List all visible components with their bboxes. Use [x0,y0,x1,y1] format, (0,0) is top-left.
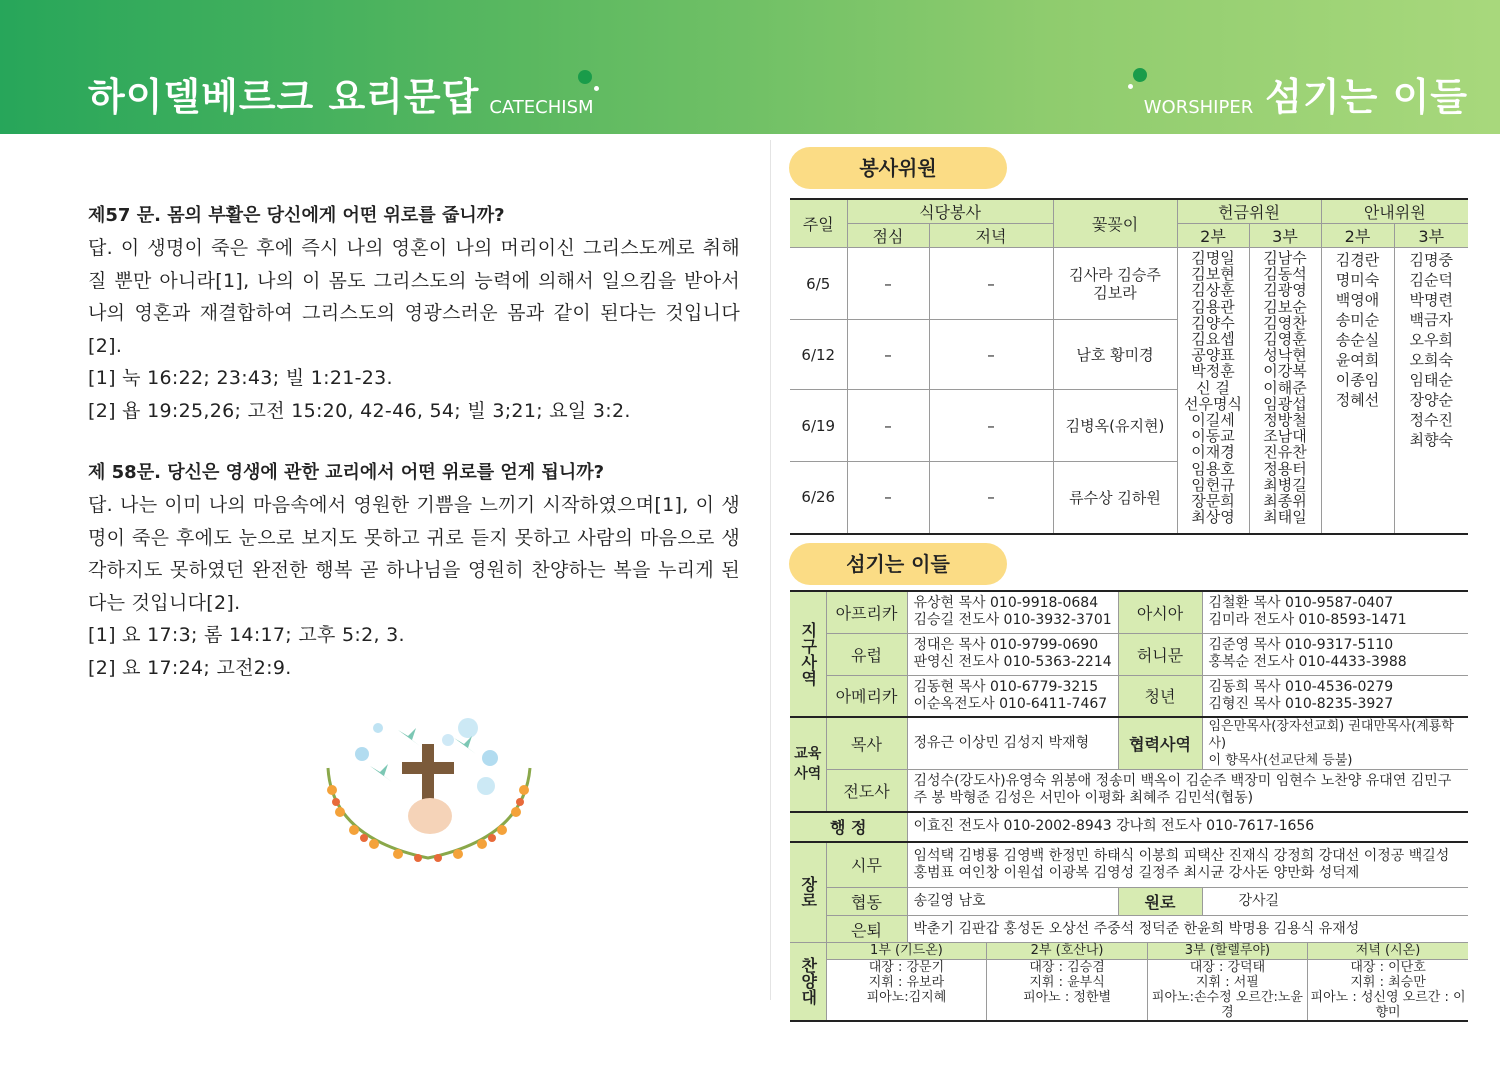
list-item: 선우명식 [1184,394,1242,413]
list-item: 신 걸 [1196,378,1230,397]
elders-assoc-label: 협동 [826,888,907,916]
list-item: 김명일 [1191,249,1235,267]
choir-grid [826,943,1468,1021]
elders-label: 장로 [790,842,826,943]
list-item: 장양순 [1409,391,1453,409]
evang-label: 전도사 [826,770,907,812]
edu-pastor-label: 목사 [826,717,907,770]
choir-group-name: 저녁 (시온) [1308,943,1468,959]
header-meal: 식당봉사 [847,199,1053,224]
row-lunch: – [847,248,929,320]
honeymoon-label: 허니문 [1118,633,1202,675]
africa-contacts: 유상현 목사 010-9918-0684 김승길 전도사 010-3932-3701 [907,591,1118,633]
honeymoon-contacts: 김준영 목사 010-9317-5110 홍복순 전도사 010-4433-3988 [1202,633,1468,675]
column-divider [770,140,771,1000]
question-57: 제57 문. 몸의 부활은 당신에게 어떤 위로를 줍니까? [88,205,505,226]
america-label: 아메리카 [826,675,907,717]
list-item: 김명중 [1409,251,1453,269]
list-item: 최향숙 [1409,431,1453,449]
admin-names: 이효진 전도사 010-2002-8943 강나희 전도사 010-7617-1656 [907,812,1468,842]
america-contacts: 김동현 목사 010-6779-3215 이순옥전도사 010-6411-7467 [907,675,1118,717]
worshipers-table [790,590,1468,1022]
list-item: 김경란 [1335,251,1380,269]
evang-names: 김성수(강도사)유영숙 위봉애 정송미 백옥이 김순주 백장미 임현수 노찬양 유대연 김민구 주 봉 박형준 김성은 서민아 이평화 최혜주 김민석(협동) [907,770,1468,812]
list-item: 송미순 [1335,311,1380,329]
list-item: 이길세 [1191,411,1235,430]
worshiper-subtitle: WORSHIPER [1143,97,1254,118]
list-item: 김동석 [1263,265,1307,284]
europe-label: 유럽 [826,633,907,675]
list-item: 이재경 [1191,443,1235,462]
row-flower: 김사라 김승주 김보라 [1053,248,1177,320]
list-item: 백영애 [1335,291,1380,309]
choir-group-members: 대장 : 이단호 지휘 : 최승만 피아노 : 성신영 오르간 : 이향미 [1308,959,1468,1020]
guide-2-list [1321,248,1394,534]
row-flower: 남호 황미경 [1053,320,1177,390]
youth-contacts: 김동희 목사 010-4536-0279 김형진 목사 010-8235-3927 [1202,675,1468,717]
list-item: 송순실 [1335,331,1380,349]
list-item: 김요셉 [1191,330,1235,349]
list-item: 김남수 [1263,249,1307,267]
list-item: 오우희 [1409,331,1453,349]
row-lunch: – [847,462,929,534]
service-heading: 봉사위원 [789,147,1007,189]
elders-retired-names: 박춘기 김판갑 홍성돈 오상선 주중석 정덕준 한윤희 박명용 김용식 유재성 [907,916,1468,943]
choir-group-name: 1부 (기드온) [827,943,987,959]
worshipers-heading: 섬기는 이들 [789,543,1007,585]
cross-hands-illustration [318,708,544,868]
coop-label: 협력사역 [1118,717,1202,770]
header-offering: 헌금위원 [1177,199,1321,224]
choir-group-name: 3부 (할렐루야) [1147,943,1307,959]
asia-label: 아시아 [1118,591,1202,633]
list-item: 박명련 [1409,291,1453,309]
answer-57: 답. 이 생명이 죽은 후에 즉시 나의 영혼이 나의 머리이신 그리스도께로 취해질 뿐만 아니라[1], 나의 이 몸도 그리스도의 능력에 의해서 일으킴을 받아서 나의 영혼과 재결합하여 그리스도의 영광스러운 몸과 같이 된다는 것입니다[2]. [88,237,740,357]
regional-label: 지구사역 [790,591,826,717]
list-item: 조남대 [1263,427,1307,446]
header-dinner: 저녁 [929,224,1053,248]
list-item: 진유찬 [1263,443,1307,462]
ref-58-1: [1] 요 17:3; 롬 14:17; 고후 5:2, 3. [88,624,405,646]
list-item: 정혜선 [1335,391,1380,409]
list-item: 장문희 [1191,492,1235,511]
list-item: 김용관 [1191,297,1235,316]
list-item: 정방철 [1263,411,1307,430]
offering-2-list [1177,248,1249,534]
row-date: 6/19 [790,390,847,462]
row-date: 6/12 [790,320,847,390]
page-header [0,0,1500,134]
row-lunch: – [847,320,929,390]
list-item: 공양표 [1191,346,1235,365]
choir-group-members: 대장 : 김승겸 지휘 : 윤부식 피아노 : 정한별 [987,959,1147,1020]
choir-group-name: 2부 (호산나) [987,943,1147,959]
decor-dot-small-icon [594,86,599,91]
list-item: 이동교 [1191,427,1235,446]
list-item: 정수진 [1409,411,1453,429]
row-dinner: – [929,390,1053,462]
list-item: 최태일 [1263,508,1307,527]
row-date: 6/26 [790,462,847,534]
list-item: 김보순 [1263,297,1307,316]
offering-3-list [1249,248,1321,534]
catechism-subtitle: CATECHISM [489,97,594,118]
list-item: 임용호 [1191,459,1235,478]
list-item: 김순덕 [1409,271,1453,289]
list-item: 임광섭 [1263,394,1307,413]
edu-pastor-names: 정유근 이상민 김성지 박재형 [907,717,1118,770]
list-item: 정용터 [1263,459,1307,478]
ref-58-2: [2] 요 17:24; 고전2:9. [88,656,292,679]
list-item: 최종위 [1263,492,1307,511]
list-item: 성낙현 [1263,346,1307,365]
choir-label: 찬양대 [790,943,826,1021]
table-row [790,248,1468,320]
ref-57-1: [1] 눅 16:22; 23:43; 빌 1:21-23. [88,367,393,389]
header-sunday: 주일 [790,199,847,248]
decor-dot-icon [578,70,592,84]
row-date: 6/5 [790,248,847,320]
list-item: 이종임 [1335,371,1380,389]
list-item: 최병길 [1263,475,1307,494]
list-item: 윤여희 [1335,351,1380,369]
row-flower: 김병옥(유지현) [1053,390,1177,462]
header-guide: 안내위원 [1321,199,1468,224]
africa-label: 아프리카 [826,591,907,633]
decor-dot-small-icon [1128,84,1133,89]
list-item: 김영훈 [1263,330,1307,349]
education-label: 교육사역 [790,717,826,812]
list-item: 김영찬 [1263,313,1307,332]
row-dinner: – [929,462,1053,534]
row-flower: 류수상 김하원 [1053,462,1177,534]
elders-active-label: 시무 [826,842,907,888]
list-item: 백금자 [1409,311,1453,329]
youth-label: 청년 [1118,675,1202,717]
catechism-section [88,200,740,684]
list-item: 최상영 [1191,508,1235,527]
choir-group-members: 대장 : 강덕태 지휘 : 서필 피아노:손수정 오르간:노윤경 [1147,959,1307,1020]
list-item: 김광영 [1263,281,1307,300]
header-guide-2: 2부 [1321,224,1394,248]
ref-57-2: [2] 욥 19:25,26; 고전 15:20, 42-46, 54; 빌 3;21; 요일 3:2. [88,399,631,422]
header-offering-2: 2부 [1177,224,1249,248]
elders-retired-label: 은퇴 [826,916,907,943]
europe-contacts: 정대은 목사 010-9799-0690 판영신 전도사 010-5363-2214 [907,633,1118,675]
header-guide-3: 3부 [1394,224,1468,248]
question-58: 제 58문. 당신은 영생에 관한 교리에서 어떤 위로를 얻게 됩니까? [88,462,605,483]
list-item: 김양수 [1191,313,1235,332]
header-flower: 꽃꽂이 [1053,199,1177,248]
admin-label: 행 정 [790,812,907,842]
asia-contacts: 김철환 목사 010-9587-0407 김미라 전도사 010-8593-1471 [1202,591,1468,633]
header-lunch: 점심 [847,224,929,248]
row-dinner: – [929,248,1053,320]
header-offering-3: 3부 [1249,224,1321,248]
list-item: 임태순 [1409,371,1453,389]
elders-emeritus-label: 원로 [1118,888,1202,916]
elders-assoc-names: 송길영 남호 [907,888,1118,916]
list-item: 박정훈 [1191,362,1235,381]
list-item: 이강복 [1263,362,1307,381]
guide-3-list [1394,248,1468,534]
list-item: 임헌규 [1191,475,1235,494]
row-dinner: – [929,320,1053,390]
list-item: 김상훈 [1191,281,1235,300]
worshiper-title-text: 섬기는 이들 [1265,75,1468,119]
catechism-title-text: 하이델베르크 요리문답 [88,75,480,119]
worshiper-title [1144,66,1468,121]
list-item: 오희숙 [1409,351,1453,369]
list-item: 김보현 [1191,265,1235,284]
elders-emeritus-names: 강사길 [1202,888,1468,916]
answer-58: 답. 나는 이미 나의 마음속에서 영원한 기쁨을 느끼기 시작하였으며[1], 이 생명이 죽은 후에도 눈으로 보지도 못하고 귀로 듣지 못하고 사람의 마음으로 생각하지도 못하였던 완전한 행복 곧 하나님을 영원히 찬양하는 복을 누리게 된다는 것입니다[2]. [88,494,740,614]
catechism-title [88,66,594,121]
coop-names: 임은만목사(장자선교회) 권대만목사(계룡학사) 이 향목사(선교단체 등불) [1202,717,1468,770]
service-table [790,198,1468,535]
list-item: 명미숙 [1335,271,1380,289]
elders-active-names: 임석택 김병룡 김영백 한정민 하태식 이봉희 피택산 진재식 강정희 강대선 이정공 백길성 홍범표 여인창 이원섭 이광복 김영성 길정주 최시균 강사돈 양만화 성덕제 [907,842,1468,888]
list-item: 이해준 [1263,378,1307,397]
choir-group-members: 대장 : 강문기 지휘 : 유보라 피아노:김지혜 [827,959,987,1020]
row-lunch: – [847,390,929,462]
